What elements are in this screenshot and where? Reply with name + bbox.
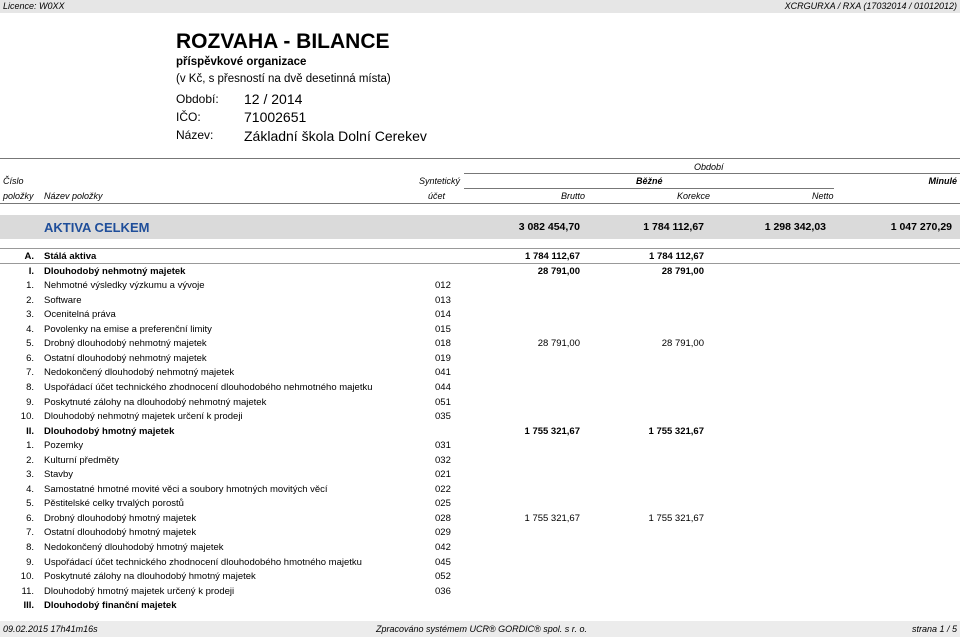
row-number: 9. xyxy=(26,556,34,568)
table-row xyxy=(0,397,960,411)
row-account-code: 051 xyxy=(435,396,451,408)
table-row xyxy=(0,440,960,454)
row-label: Poskytnuté zálohy na dlouhodobý hmotný majetek xyxy=(44,571,256,583)
table-row xyxy=(0,295,960,309)
row-netto: 1 755 321,67 xyxy=(648,512,704,524)
table-row xyxy=(0,557,960,571)
col-netto: Netto xyxy=(812,191,834,201)
row-number: 7. xyxy=(26,527,34,539)
col-cislo: Číslo xyxy=(3,176,24,186)
org-type: příspěvkové organizace xyxy=(176,56,307,68)
row-number: 2. xyxy=(26,294,34,306)
period-label: Období: xyxy=(176,92,219,106)
row-label: Uspořádací účet technického zhodnocení dlouhodobého hmotného majetku xyxy=(44,556,362,568)
header-obdobi-line xyxy=(464,173,960,174)
row-label: Pozemky xyxy=(44,440,84,452)
row-label: Dlouhodobý nehmotný majetek určení k prodeji xyxy=(44,411,243,423)
row-label: Ostatní dlouhodobý hmotný majetek xyxy=(44,527,197,539)
row-label: Nedokončený dlouhodobý nehmotný majetek xyxy=(44,367,235,379)
table-row xyxy=(0,469,960,483)
row-account-code: 013 xyxy=(435,294,451,306)
row-label: Dlouhodobý hmotný majetek určený k prodeji xyxy=(44,585,235,597)
row-account-code: 025 xyxy=(435,498,451,510)
table-row xyxy=(0,411,960,425)
row-account-code: 018 xyxy=(435,338,451,350)
table-row xyxy=(0,586,960,600)
row-account-code: 042 xyxy=(435,542,451,553)
col-obdobi: Období xyxy=(694,162,724,172)
table-row xyxy=(0,484,960,498)
row-brutto: 1 755 321,67 xyxy=(524,512,580,524)
row-label: Ocenitelná práva xyxy=(44,309,116,321)
table-row xyxy=(0,353,960,367)
row-number: 4. xyxy=(26,323,34,335)
row-number: 10. xyxy=(20,411,34,423)
row-label: Povolenky na emise a preferenční limity xyxy=(44,323,212,335)
table-row xyxy=(0,600,960,614)
row-label: Drobný dlouhodobý hmotný majetek xyxy=(44,512,197,524)
table-row xyxy=(0,266,960,280)
table-row xyxy=(0,324,960,338)
row-label: Kulturní předměty xyxy=(44,454,119,466)
col-ucet: účet xyxy=(428,191,446,201)
row-netto: 28 791,00 xyxy=(661,338,704,350)
table-row xyxy=(0,542,960,556)
row-account-code: 032 xyxy=(435,454,451,466)
row-label: Dlouhodobý hmotný majetek xyxy=(44,425,175,437)
table-row xyxy=(0,426,960,440)
row-number: 5. xyxy=(26,498,34,510)
col-nazev-polozky: Název položky xyxy=(44,191,103,201)
row-account-code: 031 xyxy=(435,440,451,452)
row-netto: 1 755 321,67 xyxy=(648,425,704,437)
row-number: 1. xyxy=(26,440,34,452)
row-account-code: 052 xyxy=(435,571,451,583)
table-row xyxy=(0,309,960,323)
row-account-code: 045 xyxy=(435,556,451,568)
row-number: 4. xyxy=(26,483,34,495)
row-account-code: 028 xyxy=(435,512,451,524)
row-number: 8. xyxy=(26,381,34,393)
row-account-code: 019 xyxy=(435,352,451,364)
row-number: 1. xyxy=(26,280,34,292)
row-account-code: 029 xyxy=(435,527,451,539)
row-label: Samostatné hmotné movité věci a soubory hmotných movitých věcí xyxy=(44,483,328,495)
row-brutto: 1 755 321,67 xyxy=(524,425,580,437)
row-label: Stálá aktiva xyxy=(44,251,97,262)
row-number: 11. xyxy=(21,585,34,597)
table-row xyxy=(0,527,960,541)
table-row xyxy=(0,251,960,265)
total-brutto: 3 082 454,70 xyxy=(518,221,580,233)
row-number: 8. xyxy=(26,542,34,553)
col-polozky: položky xyxy=(3,191,34,201)
row-number: 6. xyxy=(26,512,34,524)
row-label: Poskytnuté zálohy na dlouhodobý nehmotný majetek xyxy=(44,396,267,408)
row-brutto: 28 791,00 xyxy=(537,265,580,277)
row-number: 10. xyxy=(20,571,34,583)
row-number: I. xyxy=(28,265,34,277)
row-account-code: 022 xyxy=(435,483,451,495)
row-number: A. xyxy=(24,251,34,262)
header-bottom-line xyxy=(0,203,960,204)
row-label: Dlouhodobý nehmotný majetek xyxy=(44,265,186,277)
report-title: ROZVAHA - BILANCE xyxy=(176,30,390,53)
table-row xyxy=(0,571,960,585)
row-account-code: 014 xyxy=(435,309,451,321)
footer-processed-by: Zpracováno systémem UCR® GORDIC® spol. s r. o. xyxy=(376,624,587,634)
col-bezne: Běžné xyxy=(636,176,663,186)
table-row xyxy=(0,513,960,527)
name-label: Název: xyxy=(176,128,214,142)
total-label: AKTIVA CELKEM xyxy=(44,220,150,235)
row-account-code: 012 xyxy=(435,280,451,292)
col-korekce: Korekce xyxy=(677,191,711,201)
header-bezne-line xyxy=(464,188,834,189)
row-brutto: 1 784 112,67 xyxy=(525,251,580,262)
row-number: 3. xyxy=(26,309,34,321)
row-account-code: 015 xyxy=(435,323,451,335)
period-value: 12 / 2014 xyxy=(244,91,303,107)
row-label: Dlouhodobý finanční majetek xyxy=(44,600,177,612)
table-row xyxy=(0,280,960,294)
row-label: Stavby xyxy=(44,469,74,481)
row-number: 6. xyxy=(26,352,34,364)
row-account-code: 036 xyxy=(435,585,451,597)
footer-datetime: 09.02.2015 17h41m16s xyxy=(3,624,98,634)
row-netto: 28 791,00 xyxy=(661,265,704,277)
table-row xyxy=(0,498,960,512)
report-id-text: XCRGURXA / RXA (17032014 / 01012012) xyxy=(784,1,957,11)
row-account-code: 041 xyxy=(435,367,451,379)
row-label: Uspořádací účet technického zhodnocení dlouhodobého nehmotného majetku xyxy=(44,381,373,393)
col-synteticky: Syntetický xyxy=(419,176,461,186)
table-row xyxy=(0,338,960,352)
row-number: II. xyxy=(26,425,34,437)
table-row xyxy=(0,367,960,381)
row-account-code: 044 xyxy=(435,381,451,393)
row-label: Pěstitelské celky trvalých porostů xyxy=(44,498,184,510)
col-minule: Minulé xyxy=(928,176,957,186)
row-number: 3. xyxy=(26,469,34,481)
total-netto: 1 298 342,03 xyxy=(764,221,826,233)
table-row xyxy=(0,382,960,396)
header-top-line xyxy=(0,158,960,159)
row-brutto: 28 791,00 xyxy=(537,338,580,350)
table-row xyxy=(0,455,960,469)
row-label: Nehmotné výsledky výzkumu a vývoje xyxy=(44,280,205,292)
row-number: 2. xyxy=(26,454,34,466)
col-brutto: Brutto xyxy=(561,191,586,201)
row-label: Nedokončený dlouhodobý hmotný majetek xyxy=(44,542,224,553)
row-account-code: 035 xyxy=(435,411,451,423)
total-korekce: 1 784 112,67 xyxy=(643,221,704,233)
licence-text: Licence: W0XX xyxy=(3,1,65,11)
row-label: Drobný dlouhodobý nehmotný majetek xyxy=(44,338,207,350)
row-netto: 1 784 112,67 xyxy=(649,251,704,262)
row-label: Ostatní dlouhodobý nehmotný majetek xyxy=(44,352,207,364)
row-number: 9. xyxy=(26,396,34,408)
footer-page: strana 1 / 5 xyxy=(911,624,957,634)
row-number: III. xyxy=(23,600,34,612)
name-value: Základní škola Dolní Cerekev xyxy=(244,128,427,144)
row-label: Software xyxy=(44,294,82,306)
ico-label: IČO: xyxy=(176,110,201,124)
currency-note: (v Kč, s přesností na dvě desetinná místa) xyxy=(176,73,391,85)
ico-value: 71002651 xyxy=(244,109,307,125)
total-minule: 1 047 270,29 xyxy=(890,221,952,233)
row-account-code: 021 xyxy=(435,469,451,481)
row-number: 7. xyxy=(26,367,34,379)
section-a-top-line xyxy=(0,248,960,249)
row-number: 5. xyxy=(26,338,34,350)
